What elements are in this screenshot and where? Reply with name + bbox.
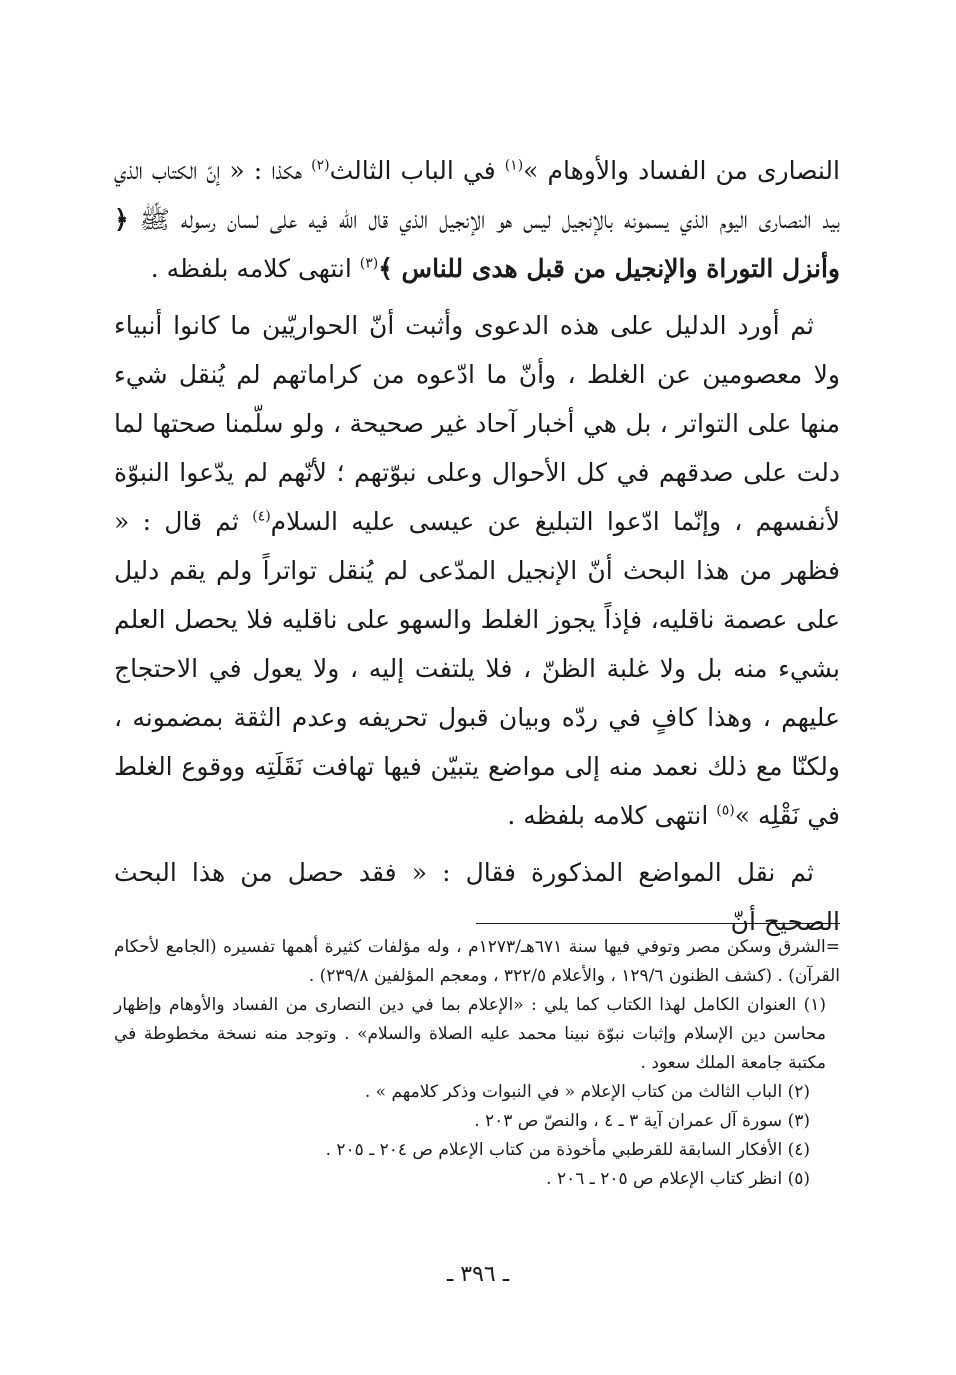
- main-text: [114, 146, 840, 946]
- footnote-4: (٤) الأفكار السابقة للقرطبي مأخوذة من كتاب الإعلام ص ٢٠٤ ـ ٢٠٥ .: [325, 1140, 810, 1160]
- paragraph-3: ثم نقل المواضع المذكورة فقال : « فقد حصل من هذا البحث الصحيح أنّ: [114, 858, 840, 936]
- footnote-ref: (٥): [716, 802, 735, 819]
- footnotes: [114, 933, 840, 1194]
- paragraph-2: [114, 301, 840, 840]
- text-run: هكذا : « إنّ الكتاب الذي بيد النصارى اليوم الذي يسمونه بالإنجيل ليس هو الإنجيل الذي قال الله فيه على لسان رسوله ﷺ: [114, 156, 840, 234]
- footnote-ref: (١): [504, 157, 524, 174]
- text-run: انتهى كلامه بلفظه .: [507, 801, 717, 830]
- quran-quote: ﴿ وأنزل التوراة والإنجيل من قبل هدى للناس ﴾: [114, 205, 840, 283]
- footnote-3: (٣) سورة آل عمران آية ٣ ـ ٤ ، والنصّ ص ٢٠٣ .: [474, 1111, 810, 1131]
- text-run: ثم قال : « فظهر من هذا البحث أنّ الإنجيل المدّعى لم يُنقل تواتراً ولم يقم دليل على عصمة ناقليه، فإذاً يجوز الغلط والسهو على ناقليه فلا يحصل العلم بشيء منه بل ولا غلبة الظنّ ، فلا يلتفت إليه ، ولا يعول في الاحتجاج عليهم ، وهذا كافٍ في ردّه وبيان قبول تحريفه وعدم الثقة بمضمونه ، ولكنّا مع ذلك نعمد منه إلى مواضع يتبيّن فيها تهافت نَقَلَتِه ووقوع الغلط في نَقْلِه »: [114, 507, 840, 830]
- footnote-5: (٥) انظر كتاب الإعلام ص ٢٠٥ ـ ٢٠٦ .: [546, 1169, 810, 1189]
- footnote-ref: (٢): [311, 157, 330, 174]
- footnote-1: (١) العنوان الكامل لهذا الكتاب كما يلي : «الإعلام بما في دين النصارى من الفساد والأوهام وإظهار محاسن دين الإسلام وإثبات نبوّة نبينا محمد عليه الصلاة والسلام» . وتوجد منه نسخة مخطوطة في مكتبة جامعة الملك سعود .: [114, 995, 826, 1073]
- footnote-divider: [476, 923, 840, 924]
- footnote-2: (٢) الباب الثالث من كتاب الإعلام « في النبوات وذكر كلامهم » .: [364, 1082, 810, 1102]
- page-number: ـ ٣٩٦ ـ: [446, 1262, 510, 1287]
- paragraph-1: [114, 146, 840, 293]
- footnote-ref: (٣): [359, 255, 379, 272]
- text-run: النصارى من الفساد والأوهام »: [523, 156, 840, 185]
- text-run: ثم أورد الدليل على هذه الدعوى وأثبت أنّ الحواريّين ما كانوا أنبياء ولا معصومين عن الغلط ، وأنّ ما ادّعوه من كراماتهم لم يُنقل شيء منها على التواتر ، بل هي أخبار آحاد غير صحيحة ، ولو سلّمنا صحتها لما دلت على صدقهم في كل الأحوال وعلى نبوّتهم ؛ لأنّهم لم يدّعوا النبوّة لأنفسهم ، وإنّما ادّعوا التبليغ عن عيسى عليه السلام: [114, 311, 840, 536]
- footnote-continuation: =الشرق وسكن مصر وتوفي فيها سنة ٦٧١هـ/١٢٧٣م ، وله مؤلفات كثيرة أهمها تفسيره (الجامع لأحكام القرآن) . (كشف الظنون ١٢٩/٦ ، والأعلام ٣٢٢/٥ ، ومعجم المؤلفين ٢٣٩/٨) .: [114, 937, 840, 986]
- text-run: انتهى كلامه بلفظه .: [150, 254, 360, 283]
- text-run: في الباب الثالث: [329, 156, 505, 185]
- footnote-ref: (٤): [252, 508, 271, 525]
